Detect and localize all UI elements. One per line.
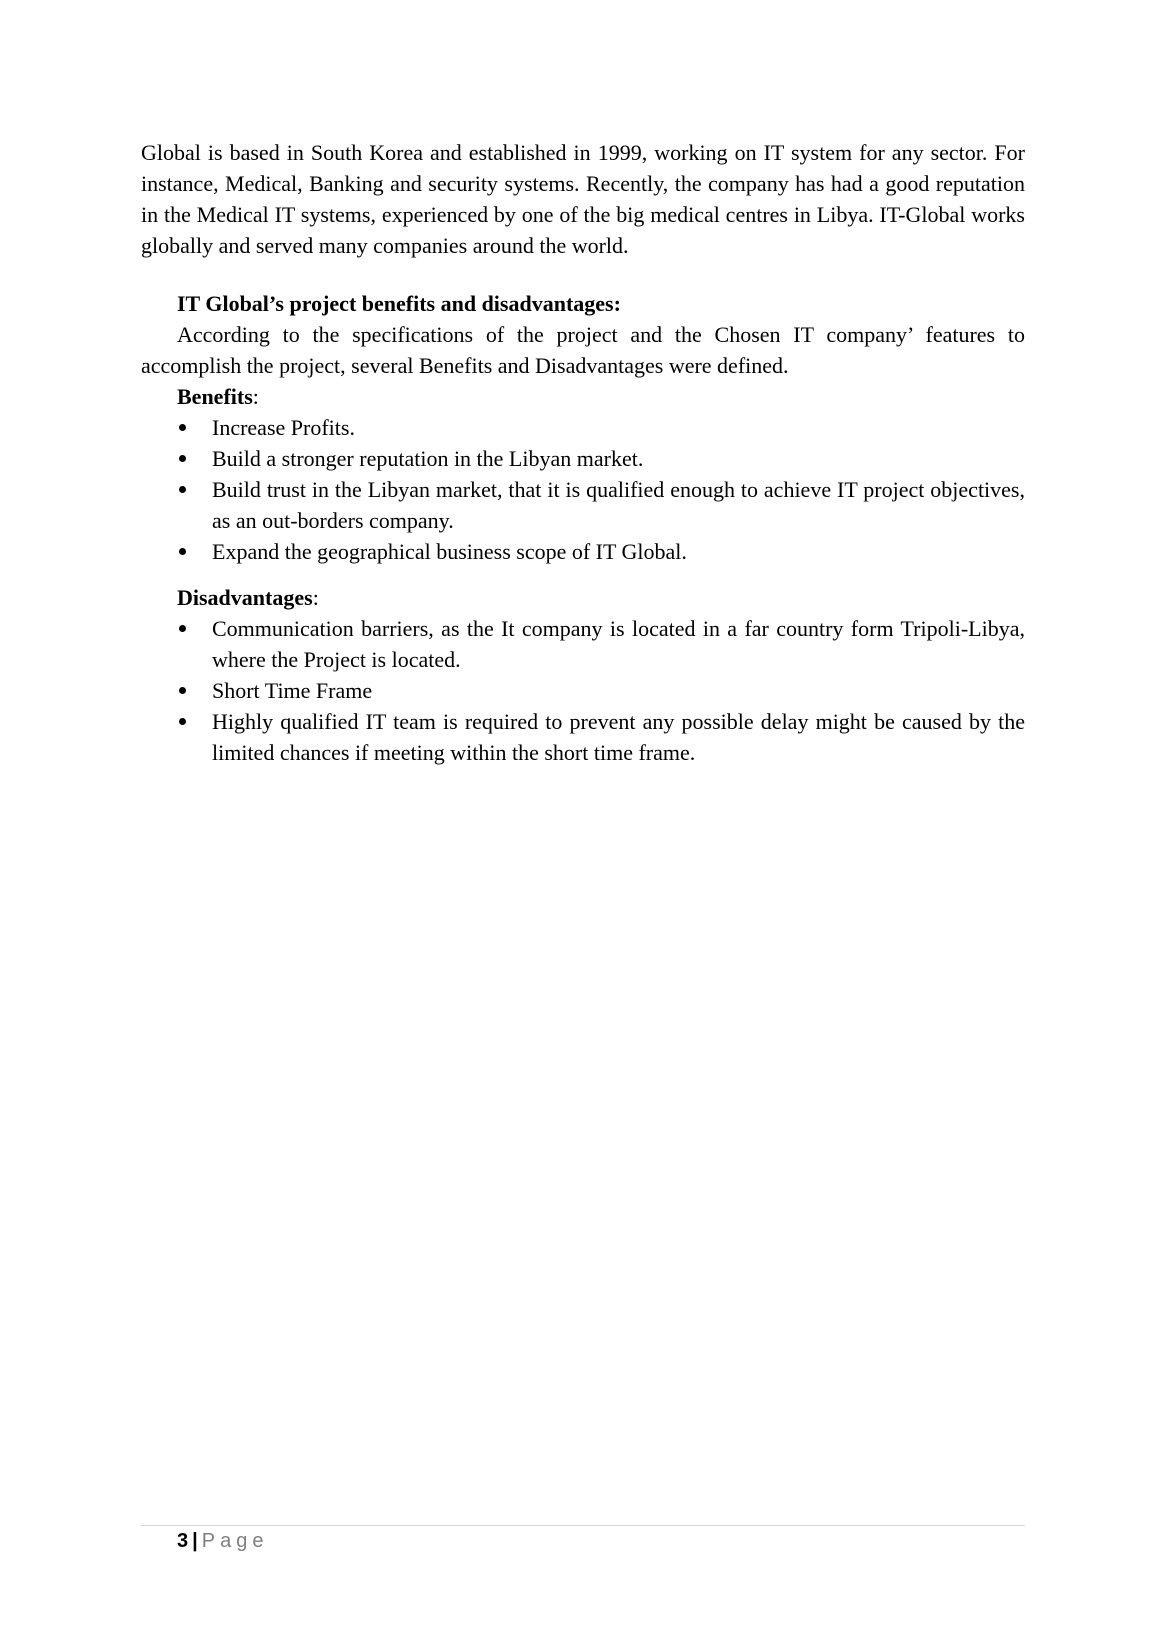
page-number: 3 xyxy=(177,1530,189,1552)
list-item xyxy=(212,675,1025,706)
section-paragraph: According to the specifications of the project and the Chosen IT company’ features to accomplish the project, several Benefits and Disadvantages were defined. xyxy=(141,322,1025,378)
list-item-text: Short Time Frame xyxy=(212,678,373,703)
benefits-colon: : xyxy=(252,384,259,409)
bullet-icon xyxy=(179,455,186,462)
list-item xyxy=(212,536,1025,567)
bullet-icon xyxy=(179,548,186,555)
list-item-text: Increase Profits. xyxy=(212,415,355,440)
list-item-text: Build a stronger reputation in the Libyan market. xyxy=(212,446,644,471)
list-item-text: Expand the geographical business scope of IT Global. xyxy=(212,539,687,564)
disadvantages-label: Disadvantages xyxy=(177,585,313,610)
list-item-text: Highly qualified IT team is required to prevent any possible delay might be caused by the limited chances if meeting within the short time frame. xyxy=(212,709,1025,765)
list-item xyxy=(212,706,1025,768)
bullet-icon xyxy=(179,424,186,431)
list-item xyxy=(212,613,1025,675)
benefits-list xyxy=(141,412,1025,567)
benefits-label: Benefits xyxy=(177,384,253,409)
list-item-text: Build trust in the Libyan market, that it is qualified enough to achieve IT project objectives, as an out-borders company. xyxy=(212,477,1025,533)
footer-separator: | xyxy=(192,1530,198,1552)
bullet-icon xyxy=(179,718,186,725)
bullet-icon xyxy=(179,625,186,632)
page-label: Page xyxy=(201,1530,269,1552)
list-item xyxy=(212,443,1025,474)
section-heading: IT Global’s project benefits and disadvantages: xyxy=(177,291,621,316)
intro-paragraph: Global is based in South Korea and established in 1999, working on IT system for any sector. For instance, Medical, Banking and security systems. Recently, the company has had a good reputation in the Medical IT systems, experienced by one of the big medical centres in Libya. IT-Global works globally and served many companies around the world. xyxy=(141,140,1025,258)
benefits-heading xyxy=(141,381,1025,412)
disadvantages-colon: : xyxy=(312,585,319,610)
bullet-icon xyxy=(179,687,186,694)
list-item xyxy=(212,474,1025,536)
disadvantages-heading xyxy=(141,582,1025,613)
list-item xyxy=(212,412,1025,443)
document-page xyxy=(141,137,1025,768)
bullet-icon xyxy=(179,486,186,493)
page-footer xyxy=(177,1527,268,1555)
footer-divider xyxy=(141,1525,1025,1526)
list-item-text: Communication barriers, as the It company is located in a far country form Tripoli-Libya, where the Project is located. xyxy=(212,616,1025,672)
disadvantages-list xyxy=(141,613,1025,768)
